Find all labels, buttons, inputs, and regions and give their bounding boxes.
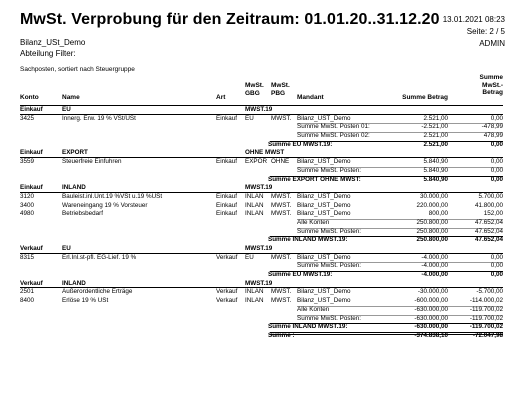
col-gbg	[245, 82, 264, 97]
posting-type: Einkauf	[216, 201, 238, 209]
subtotal-vat: 0,00	[490, 166, 503, 174]
total-amount: -630.000,00	[414, 323, 448, 331]
posting-type: Verkauf	[216, 288, 238, 296]
account-name: Erlöse 19 % USt	[62, 297, 109, 305]
vat-gbg: INLAN	[245, 201, 264, 209]
group-name: INLAND	[62, 279, 86, 287]
vat-gbg: EU	[245, 253, 254, 261]
vat-amount: 152,00	[483, 210, 503, 218]
vat-pbg: MWST.	[271, 297, 292, 305]
account-number: 3120	[20, 192, 35, 200]
account-number: 4980	[20, 210, 35, 218]
group-name: EU	[62, 106, 71, 113]
total-label: Summe EU MWST.19:	[268, 140, 333, 148]
account-number: 3425	[20, 114, 35, 122]
department-filter: Abteilung Filter:	[20, 49, 76, 58]
amount: -4.000,00	[421, 253, 448, 261]
table-header	[20, 74, 503, 104]
col-mandant: Mandant	[297, 94, 324, 101]
col-name: Name	[62, 94, 80, 101]
vat-pbg: MWST.	[271, 114, 292, 122]
amount: 2.521,00	[423, 114, 448, 122]
total-vat: 0,00	[490, 271, 503, 279]
subtotal-label: Summe MwSt. Posten:	[297, 314, 362, 322]
col-gbg-line2: GBG	[245, 89, 260, 97]
account-name: Erl.Inl.st-pfl. EG-Lief. 19 %	[62, 253, 137, 261]
subtotal-row	[20, 123, 503, 132]
total-vat: -119.700,02	[469, 323, 503, 331]
amount: -600.000,00	[414, 297, 448, 305]
posting-type: Einkauf	[216, 114, 238, 122]
mandant: Bilanz_UST_Demo	[297, 114, 351, 122]
total-amount: 2.521,00	[423, 140, 448, 148]
subtotal-amount: -630.000,00	[414, 314, 448, 322]
col-pbg-line1: MwSt.	[271, 82, 290, 89]
table-row	[20, 297, 503, 306]
vat-amount: -5.700,00	[476, 288, 503, 296]
total-amount: 250.800,00	[416, 236, 448, 244]
mandant: Bilanz_UST_Demo	[297, 201, 351, 209]
vat-pbg: MWST.	[271, 192, 292, 200]
subtotal-label: Summe MwSt. Posten:	[297, 262, 362, 270]
vat-amount: -114.000,02	[469, 297, 503, 305]
total-amount: 5.840,90	[423, 175, 448, 183]
account-number: 8315	[20, 253, 35, 261]
col-pbg-line2: PBG	[271, 89, 286, 97]
col-mwst	[480, 74, 503, 97]
col-betrag: Summe Betrag	[402, 94, 448, 101]
posting-type: Einkauf	[216, 210, 238, 218]
subtotal-label: Alle Konten	[297, 305, 330, 313]
subtotal-row	[20, 219, 503, 228]
total-vat: 47.652,04	[474, 236, 503, 244]
amount: 800,00	[428, 210, 448, 218]
vat-amount: 0,00	[490, 253, 503, 261]
group-header-row	[20, 280, 503, 289]
group-header-row	[20, 106, 503, 115]
total-amount: -4.000,00	[421, 271, 448, 279]
subtotal-amount: 5.840,90	[423, 166, 448, 174]
group-name: INLAND	[62, 184, 86, 192]
vat-gbg: INLAN	[245, 288, 264, 296]
mandant: Bilanz_UST_Demo	[297, 192, 351, 200]
subtotal-amount: -4.000,00	[421, 262, 448, 270]
amount: 5.840,90	[423, 158, 448, 166]
col-pbg	[271, 82, 290, 97]
vat-pbg: OHNE	[271, 158, 290, 166]
vat-gbg: EU	[245, 114, 254, 122]
vat-amount: 0,00	[490, 114, 503, 122]
group-vat: MWST.19	[245, 106, 273, 113]
vat-amount: 0,00	[490, 158, 503, 166]
subtotal-vat: 47.652,04	[474, 218, 503, 226]
vat-pbg: MWST.	[271, 288, 292, 296]
subtotal-row	[20, 315, 503, 324]
subtotal-row	[20, 306, 503, 315]
table-row	[20, 115, 503, 124]
total-row	[20, 236, 503, 245]
total-row	[20, 141, 503, 150]
amount: -30.000,00	[417, 288, 448, 296]
mandant: Bilanz_UST_Demo	[297, 297, 351, 305]
total-vat: 0,00	[490, 140, 503, 148]
group-type: Einkauf	[20, 184, 43, 192]
total-label: Summe INLAND MWST.19:	[268, 323, 348, 331]
vat-pbg: MWST.	[271, 253, 292, 261]
amount: 220.000,00	[416, 201, 448, 209]
vat-amount: 41.800,00	[474, 201, 503, 209]
subtotal-vat: -119.700,02	[469, 305, 503, 313]
group-vat: MWST.19	[245, 245, 273, 252]
total-label: Summe :	[268, 331, 295, 339]
report-date: 13.01.2021 08:23	[442, 15, 505, 24]
grand-total-row	[20, 332, 503, 341]
table-row	[20, 193, 503, 202]
vat-gbg: EXPOR	[245, 158, 268, 166]
group-header-row	[20, 149, 503, 158]
posting-type: Verkauf	[216, 297, 238, 305]
posting-type: Einkauf	[216, 158, 238, 166]
report-title: MwSt. Verprobung für den Zeitraum: 01.01.20..31.12.20	[20, 11, 440, 28]
subtotal-row	[20, 167, 503, 176]
table-row	[20, 202, 503, 211]
subtotal-amount: 2.521,00	[423, 132, 448, 140]
vat-gbg: INLAN	[245, 192, 264, 200]
subtotal-vat: -119.700,02	[469, 314, 503, 322]
account-number: 3559	[20, 158, 35, 166]
mandant: Bilanz_UST_Demo	[297, 210, 351, 218]
group-type: Einkauf	[20, 106, 43, 113]
mandant: Bilanz_UST_Demo	[297, 158, 351, 166]
subtotal-label: Summe MwSt. Posten 02:	[297, 132, 370, 140]
group-name: EU	[62, 245, 71, 252]
subtotal-label: Alle Konten	[297, 218, 330, 226]
col-mwst-line1: Summe	[479, 74, 503, 81]
account-number: 2501	[20, 288, 35, 296]
group-vat: OHNE MWST	[245, 149, 285, 157]
group-vat: MWST.19	[245, 279, 273, 287]
subtotal-row	[20, 228, 503, 237]
company-name: Bilanz_USt_Demo	[20, 38, 86, 47]
table-row	[20, 210, 503, 219]
total-vat: -72.047,98	[472, 331, 503, 339]
subtotal-row	[20, 262, 503, 271]
subtotal-amount: -2.521,00	[421, 123, 448, 131]
mandant: Bilanz_UST_Demo	[297, 288, 351, 296]
total-label: Summe EU MWST.19:	[268, 271, 333, 279]
total-vat: 0,00	[490, 175, 503, 183]
table-row	[20, 158, 503, 167]
account-name: Innerg. Erw. 19 % VSt/USt	[62, 114, 136, 122]
group-type: Einkauf	[20, 149, 43, 157]
total-label: Summe EXPORT OHNE MWST:	[268, 175, 361, 183]
subtotal-vat: 478,99	[483, 132, 503, 140]
amount: 30.000,00	[419, 192, 448, 200]
report-table	[20, 106, 503, 341]
subtotal-vat: 47.652,04	[474, 227, 503, 235]
subtotal-label: Summe MwSt. Posten:	[297, 227, 362, 235]
table-row	[20, 288, 503, 297]
group-name: EXPORT	[62, 149, 88, 157]
vat-pbg: MWST.	[271, 210, 292, 218]
account-number: 3400	[20, 201, 35, 209]
posting-type: Verkauf	[216, 253, 238, 261]
group-type: Verkauf	[20, 279, 43, 287]
account-name: Wareneingang 19 % Vorsteuer	[62, 201, 148, 209]
account-name: Betriebsbedarf	[62, 210, 103, 218]
page-number: Seite: 2 / 5	[466, 27, 505, 36]
account-name: Außerordentliche Erträge	[62, 288, 133, 296]
vat-gbg: INLAN	[245, 210, 264, 218]
user-name: ADMIN	[479, 39, 505, 48]
subtotal-vat: 0,00	[490, 262, 503, 270]
subtotal-row	[20, 132, 503, 141]
account-number: 8400	[20, 297, 35, 305]
group-header-row	[20, 245, 503, 254]
account-name: Steuerfreie Einfuhren	[62, 158, 122, 166]
posting-type: Einkauf	[216, 192, 238, 200]
subtotal-amount: 250.800,00	[416, 218, 448, 226]
subtotal-amount: 250.800,00	[416, 227, 448, 235]
vat-amount: 5.700,00	[478, 192, 503, 200]
subtotal-label: Summe MwSt. Posten:	[297, 166, 362, 174]
vat-pbg: MWST.	[271, 201, 292, 209]
total-amount: -374.838,10	[414, 331, 448, 339]
subtotal-amount: -630.000,00	[414, 305, 448, 313]
group-type: Verkauf	[20, 245, 43, 252]
total-row	[20, 323, 503, 332]
sort-description: Sachposten, sortiert nach Steuergruppe	[20, 66, 135, 73]
account-name: Bauleist.inl.Unt.19 %VSt u.19 %USt	[62, 192, 163, 200]
col-art: Art	[216, 94, 226, 101]
total-row	[20, 271, 503, 280]
subtotal-vat: -478,99	[481, 123, 503, 131]
table-row	[20, 254, 503, 263]
col-konto: Konto	[20, 94, 39, 101]
vat-gbg: INLAN	[245, 297, 264, 305]
mandant: Bilanz_UST_Demo	[297, 253, 351, 261]
subtotal-label: Summe MwSt. Posten 01:	[297, 123, 370, 131]
group-header-row	[20, 184, 503, 193]
col-gbg-line1: MwSt.	[245, 82, 264, 89]
total-label: Summe INLAND MWST.19:	[268, 236, 348, 244]
col-mwst-line2: MwSt.-	[482, 81, 503, 89]
group-vat: MWST.19	[245, 184, 273, 192]
total-row	[20, 176, 503, 185]
col-mwst-line3: Betrag	[482, 89, 503, 96]
